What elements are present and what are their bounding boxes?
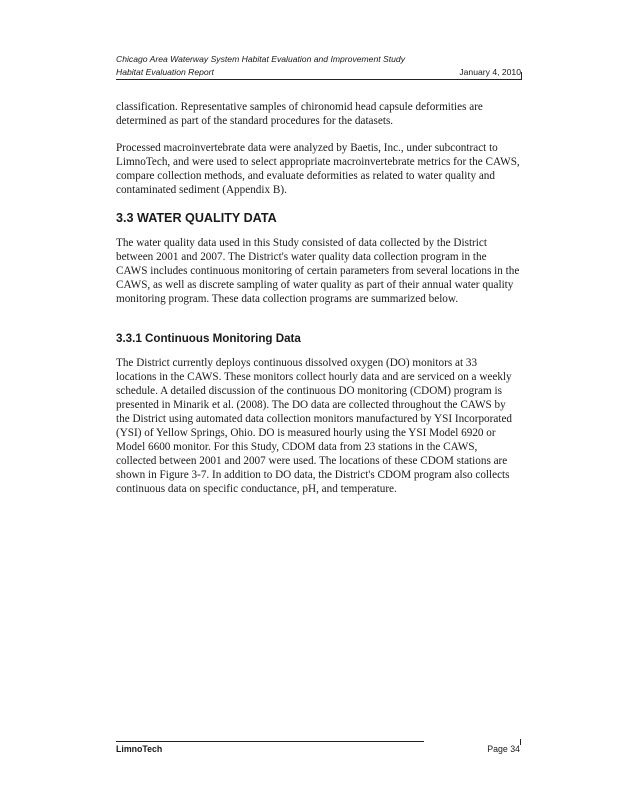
header-rule-tick [521,72,522,80]
paragraph-water-quality: The water quality data used in this Study consisted of data collected by the District between 2001 and 2007. The District's water quality data collection program in the CAWS includes continuous monitoring of certain parameters from several locations in the CAWS, as well as discrete sampling of water quality as part of their annual water quality monitoring program. These data collection programs are summarized below. [116,237,520,305]
footer-page-number: Page 34 [487,744,520,754]
header-study-title: Chicago Area Waterway System Habitat Evaluation and Improvement Study [116,54,405,64]
header-report-title: Habitat Evaluation Report [116,67,214,77]
header-rule [116,79,522,80]
header-date: January 4, 2010 [459,67,521,77]
paragraph-continuous-monitoring: The District currently deploys continuous dissolved oxygen (DO) monitors at 33 locations in the CAWS. These monitors collect hourly data and are serviced on a weekly schedule. A detailed discussion of the continuous DO monitoring (CDOM) program is presented in Minarik et al. (2008). The DO data are collected throughout the CAWS by the District using automated data collection monitors manufactured by YSI Incorporated (YSI) of Yellow Springs, Ohio. DO is measured hourly using the YSI Model 6920 or Model 6600 monitor. For this Study, CDOM data from 23 stations in the CAWS, collected between 2001 and 2007 were used. The locations of these CDOM stations are shown in Figure 3-7. In addition to DO data, the District's CDOM program also collects continuous data on specific conductance, pH, and temperature. [116,357,513,495]
footer-rule [116,741,424,742]
subsection-heading: 3.3.1 Continuous Monitoring Data [116,332,301,345]
section-heading: 3.3 WATER QUALITY DATA [116,211,277,225]
footer-company: LimnoTech [116,744,163,754]
paragraph-macroinvertebrate: Processed macroinvertebrate data were analyzed by Baetis, Inc., under subcontract to LimnoTech, and were used to select appropriate macroinvertebrate metrics for the CAWS, compare collection methods, and evaluate deformities as related to water quality and contaminated sediment (Appendix B). [116,142,520,196]
footer-rule-tick [520,739,521,745]
paragraph-chironomid: classification. Representative samples of chironomid head capsule deformities are determined as part of the standard procedures for the datasets. [116,101,483,127]
